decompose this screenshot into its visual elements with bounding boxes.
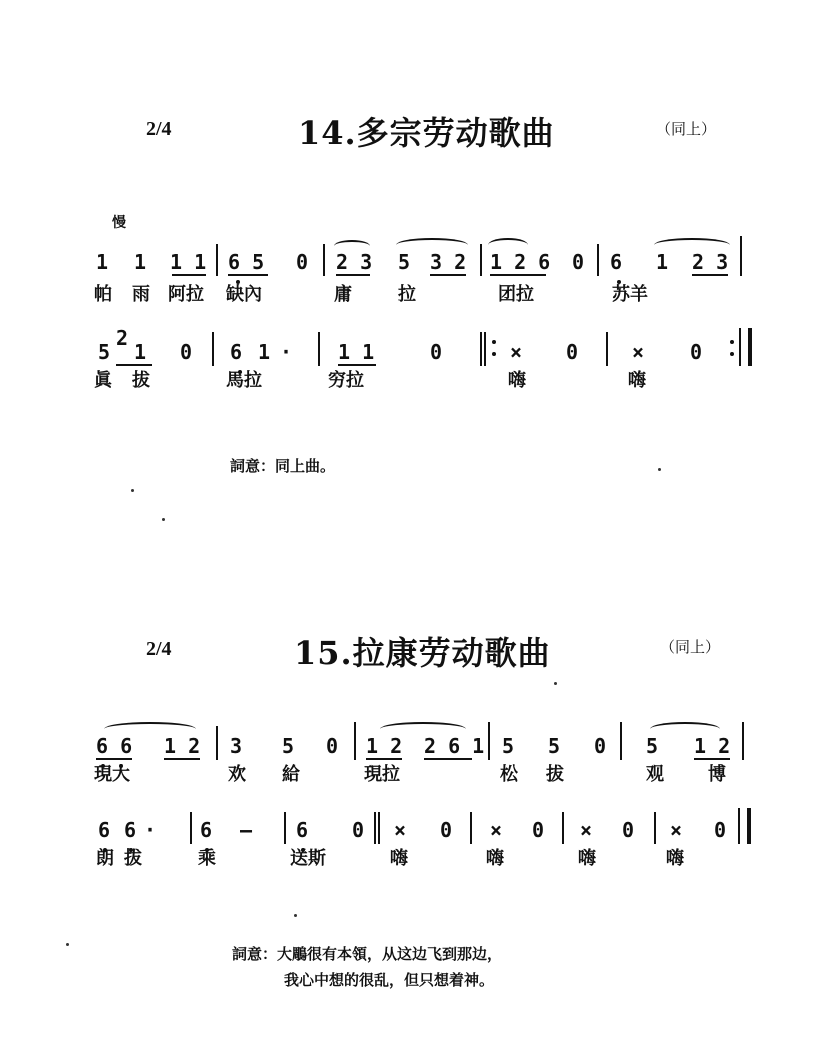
bar-line bbox=[597, 244, 599, 276]
song14-notation-line-1 bbox=[0, 250, 830, 282]
beam-underline bbox=[424, 758, 472, 760]
note: × bbox=[394, 818, 407, 842]
print-speck bbox=[294, 914, 297, 917]
lyric: 嗨 bbox=[628, 370, 646, 391]
note: 2 3 bbox=[336, 250, 373, 274]
print-speck bbox=[658, 468, 661, 471]
note: 6 bbox=[98, 818, 111, 842]
note: 0 bbox=[440, 818, 453, 842]
lyric: 拔 bbox=[546, 764, 564, 785]
note: 6 bbox=[296, 818, 309, 842]
beam-underline bbox=[116, 364, 152, 366]
note: 2 bbox=[116, 326, 129, 350]
song14-source: （同上） bbox=[656, 120, 717, 138]
note: 0 bbox=[180, 340, 193, 364]
note: 5 bbox=[282, 734, 295, 758]
repeat-start-bar bbox=[484, 332, 486, 366]
lyric: 拉 bbox=[398, 284, 416, 305]
beam-underline bbox=[96, 758, 132, 760]
lyric: 現拉 bbox=[364, 764, 400, 785]
lyric: 送斯 bbox=[290, 848, 326, 869]
lyric: 穷拉 bbox=[328, 370, 364, 391]
song14-lyric-meaning: 詞意：同上曲。 bbox=[230, 457, 336, 475]
note: · bbox=[144, 818, 157, 842]
note: 2 3 bbox=[692, 250, 729, 274]
note: 5 bbox=[98, 340, 111, 364]
repeat-dot bbox=[730, 340, 734, 344]
note: 0 bbox=[326, 734, 339, 758]
note: 6 6 bbox=[96, 734, 133, 758]
lyric: 嗨 bbox=[390, 848, 408, 869]
song15-lyrics-line-1 bbox=[0, 764, 830, 790]
song14-lyrics-line-1 bbox=[0, 284, 830, 310]
repeat-dot bbox=[492, 352, 496, 356]
note: 0 bbox=[430, 340, 443, 364]
bar-line bbox=[480, 244, 482, 276]
note: 0 bbox=[594, 734, 607, 758]
lyric: 拔 bbox=[124, 848, 142, 869]
repeat-end-bar bbox=[739, 328, 752, 366]
lyric: 嗨 bbox=[578, 848, 596, 869]
song15-source: （同上） bbox=[660, 638, 721, 656]
beam-underline bbox=[430, 274, 466, 276]
beam-underline bbox=[692, 274, 728, 276]
note: 0 bbox=[566, 340, 579, 364]
note: 0 bbox=[296, 250, 309, 274]
beam-underline bbox=[490, 274, 546, 276]
bar-line bbox=[323, 244, 325, 276]
note: 1 2 bbox=[694, 734, 731, 758]
slur bbox=[334, 240, 370, 252]
repeat-dot bbox=[730, 352, 734, 356]
lyric: 眞 bbox=[94, 370, 112, 391]
slur bbox=[488, 238, 528, 252]
note: 1 bbox=[656, 250, 669, 274]
bar-line bbox=[212, 332, 214, 366]
bar-line bbox=[284, 812, 286, 844]
lyric: 嗨 bbox=[666, 848, 684, 869]
lyric: 苏羊 bbox=[612, 284, 648, 305]
note: 1 bbox=[96, 250, 109, 274]
note: 1 1 bbox=[338, 340, 375, 364]
bar-line bbox=[216, 244, 218, 276]
beam-underline bbox=[336, 274, 370, 276]
note: 1 bbox=[258, 340, 271, 364]
repeat-start-bar bbox=[480, 332, 482, 366]
note: 3 bbox=[230, 734, 243, 758]
lyric: 帕 bbox=[94, 284, 112, 305]
bar-line bbox=[354, 722, 356, 760]
bar-line bbox=[470, 812, 472, 844]
song15-title: 15.拉康劳动歌曲 bbox=[294, 634, 551, 672]
beam-underline bbox=[164, 758, 200, 760]
slur bbox=[650, 722, 720, 736]
print-speck bbox=[66, 943, 69, 946]
song15-lyric-meaning-line-2: 我心中想的很乱，但只想着神。 bbox=[284, 971, 495, 989]
song14-lyrics-line-2 bbox=[0, 370, 830, 396]
lyric: 給 bbox=[282, 764, 300, 785]
song14-notation-line-2 bbox=[0, 326, 830, 372]
lyric: 雨 bbox=[132, 284, 150, 305]
lyric: 朗 bbox=[96, 848, 114, 869]
note: 1 bbox=[134, 340, 147, 364]
repeat-dot bbox=[492, 340, 496, 344]
lyric: 观 bbox=[646, 764, 664, 785]
slur bbox=[104, 722, 196, 736]
song15-notation-line-1 bbox=[0, 734, 830, 766]
note: × bbox=[490, 818, 503, 842]
bar-line bbox=[742, 722, 744, 760]
print-speck bbox=[131, 489, 134, 492]
bar-line bbox=[620, 722, 622, 760]
song15-time-signature: 2/4 bbox=[146, 638, 172, 660]
note: 5 bbox=[548, 734, 561, 758]
lyric: 嗨 bbox=[508, 370, 526, 391]
beam-underline bbox=[338, 364, 376, 366]
note: 2 6 1 bbox=[424, 734, 485, 758]
song14-tempo-mark: 慢 bbox=[112, 215, 126, 231]
note: · bbox=[280, 340, 293, 364]
note: 3 2 bbox=[430, 250, 467, 274]
bar-line bbox=[606, 332, 608, 366]
lyric: 博 bbox=[708, 764, 726, 785]
lyric: 松 bbox=[500, 764, 518, 785]
bar-line bbox=[216, 726, 218, 760]
note: 5 bbox=[646, 734, 659, 758]
print-speck bbox=[162, 518, 165, 521]
note: 1 2 bbox=[366, 734, 403, 758]
note: 6 bbox=[124, 818, 137, 842]
slur bbox=[396, 238, 468, 252]
bar-line bbox=[378, 812, 380, 844]
bar-line bbox=[562, 812, 564, 844]
note: 1 bbox=[134, 250, 147, 274]
note: 0 bbox=[622, 818, 635, 842]
bar-line bbox=[374, 812, 376, 844]
lyric: 乘 bbox=[198, 848, 216, 869]
note: 1 2 bbox=[164, 734, 201, 758]
note: — bbox=[240, 818, 253, 842]
lyric: 缺內 bbox=[226, 284, 262, 305]
bar-line bbox=[318, 332, 320, 366]
note: 6 bbox=[230, 340, 243, 364]
beam-underline bbox=[228, 274, 268, 276]
note: 0 bbox=[572, 250, 585, 274]
final-bar bbox=[738, 808, 751, 844]
song14-title: 14.多宗劳动歌曲 bbox=[298, 114, 555, 152]
song15-notation-line-2 bbox=[0, 818, 830, 850]
note: 1 2 6 bbox=[490, 250, 551, 274]
note: × bbox=[580, 818, 593, 842]
note: × bbox=[670, 818, 683, 842]
beam-underline bbox=[694, 758, 730, 760]
lyric: 团拉 bbox=[498, 284, 534, 305]
song15-lyrics-line-2 bbox=[0, 848, 830, 874]
bar-line bbox=[740, 236, 742, 276]
lyric: 阿拉 bbox=[168, 284, 204, 305]
print-speck bbox=[554, 682, 557, 685]
bar-line bbox=[488, 722, 490, 760]
note: × bbox=[632, 340, 645, 364]
lyric: 拔 bbox=[132, 370, 150, 391]
slur bbox=[380, 722, 466, 736]
song14-time-signature: 2/4 bbox=[146, 118, 172, 140]
note: 6 bbox=[610, 250, 623, 274]
note: × bbox=[510, 340, 523, 364]
note: 5 bbox=[398, 250, 411, 274]
note: 0 bbox=[352, 818, 365, 842]
slur bbox=[654, 238, 730, 252]
lyric: 現大 bbox=[94, 764, 130, 785]
note: 0 bbox=[714, 818, 727, 842]
note: 0 bbox=[690, 340, 703, 364]
note: 1 1 bbox=[170, 250, 207, 274]
lyric: 庸 bbox=[334, 284, 352, 305]
lyric: 馬拉 bbox=[226, 370, 262, 391]
lyric: 嗨 bbox=[486, 848, 504, 869]
note: 6 5 bbox=[228, 250, 265, 274]
bar-line bbox=[190, 812, 192, 844]
beam-underline bbox=[172, 274, 206, 276]
note: 6 bbox=[200, 818, 213, 842]
note: 5 bbox=[502, 734, 515, 758]
bar-line bbox=[654, 812, 656, 844]
song15-lyric-meaning-line-1: 詞意：大鵰很有本領，从这边飞到那边， bbox=[232, 945, 503, 963]
beam-underline bbox=[366, 758, 402, 760]
note: 0 bbox=[532, 818, 545, 842]
lyric: 欢 bbox=[228, 764, 246, 785]
